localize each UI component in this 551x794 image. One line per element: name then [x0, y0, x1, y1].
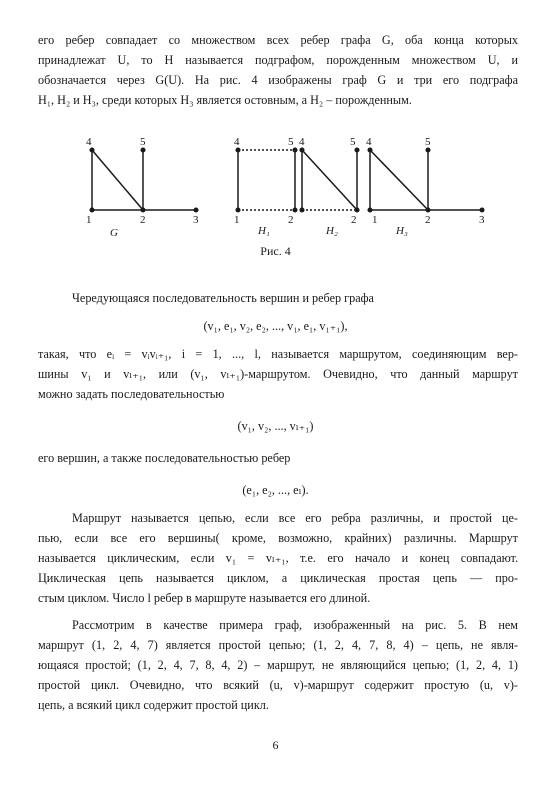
graph-name: G	[110, 227, 118, 239]
graph-h2	[300, 148, 359, 212]
vertex-label: 3	[193, 214, 199, 226]
graph-h1	[236, 148, 297, 212]
vertex-label: 4	[366, 136, 372, 148]
text-line: такая, что eᵢ = vᵢvᵢ₊₁, i = 1, ..., l, называется маршрутом, соединяющим вер-	[38, 347, 518, 361]
text-line: маршрут (1, 2, 4, 7) является простой цепью; (1, 2, 4, 7, 8, 4) – цепь, не явля-	[38, 638, 518, 652]
text-line: Рассмотрим в качестве примера граф, изображенный на рис. 5. В нем	[72, 618, 518, 632]
text-line: Чередующаяся последовательность вершин и ребер графа	[72, 291, 374, 305]
vertex-label: 3	[479, 214, 485, 226]
vertex-label: 2	[288, 214, 294, 226]
vertex-label: 4	[299, 136, 305, 148]
text-line: пью, если все его вершины( кроме, возможно, крайних) различны. Маршрут	[38, 531, 518, 545]
graph-h3	[368, 148, 484, 212]
text-line: Маршрут называется цепью, если все его ребра различны, и простой це-	[72, 511, 518, 525]
graph-g	[90, 148, 198, 212]
vertex-label: 2	[351, 214, 357, 226]
text-line: ющаяся простой; (1, 2, 4, 7, 8, 4, 2) – маршрут, не являющийся цепью; (1, 2, 4, 1)	[38, 658, 518, 672]
page-number: 6	[272, 738, 279, 752]
formula-vertex-sequence: (v₁, v₂, ..., vₗ₊₁)	[237, 419, 314, 433]
vertex-label: 1	[234, 214, 240, 226]
text-line: простой цикл. Очевидно, что всякий (u, v)-маршрут содержит простую (u, v)-	[38, 678, 518, 692]
vertex-label: 2	[140, 214, 146, 226]
text-line: цепь, а всякий цикл содержит простой цикл.	[38, 698, 269, 712]
vertex-label: 5	[288, 136, 294, 148]
vertex-label: 4	[234, 136, 240, 148]
vertex-label: 5	[425, 136, 431, 148]
text-line: можно задать последовательностью	[38, 387, 225, 401]
text-line: обозначается через G(U). На рис. 4 изображены граф G и три его подграфа	[38, 73, 518, 87]
vertex-label: 2	[425, 214, 431, 226]
vertex-label: 5	[140, 136, 146, 148]
text-line: его ребер совпадает со множеством всех ребер графа G, оба конца которых	[38, 33, 518, 47]
text-line: его вершин, а также последовательностью ребер	[38, 451, 291, 465]
formula-vertex-edge-sequence: (v₁, e₁, v₂, e₂, ..., v₁, e₁, v₁₊₁),	[203, 319, 348, 333]
text-line: стым циклом. Число l ребер в маршруте называется его длиной.	[38, 591, 371, 605]
vertex-label: 1	[86, 214, 92, 226]
formula-edge-sequence: (e₁, e₂, ..., eₗ).	[242, 483, 309, 497]
text-line: H₁, H₂ и H₃, среди которых H₃ является остовным, а H₂ – порожденным.	[38, 93, 412, 107]
text-line: называется циклическим, если v₁ = vₗ₊₁, т.е. его начало и конец совпадают.	[38, 551, 518, 565]
figure-graphs	[0, 130, 551, 240]
text-line: принадлежат U, то H называется подграфом, порожденным множеством U, и	[38, 53, 518, 67]
vertex-label: 4	[86, 136, 92, 148]
text-line: шины v₁ и vₗ₊₁, или (v₁, vₗ₊₁)-маршрутом. Очевидно, что данный маршрут	[38, 367, 518, 381]
graph-name: H₃	[396, 225, 408, 237]
vertex-label: 5	[350, 136, 356, 148]
text-line: Циклическая цепь называется циклом, а циклическая простая цепь — про-	[38, 571, 518, 585]
graph-name: H₂	[326, 225, 338, 237]
vertex-label: 1	[372, 214, 378, 226]
figure-caption: Рис. 4	[260, 244, 291, 258]
graph-name: H₁	[258, 225, 270, 237]
